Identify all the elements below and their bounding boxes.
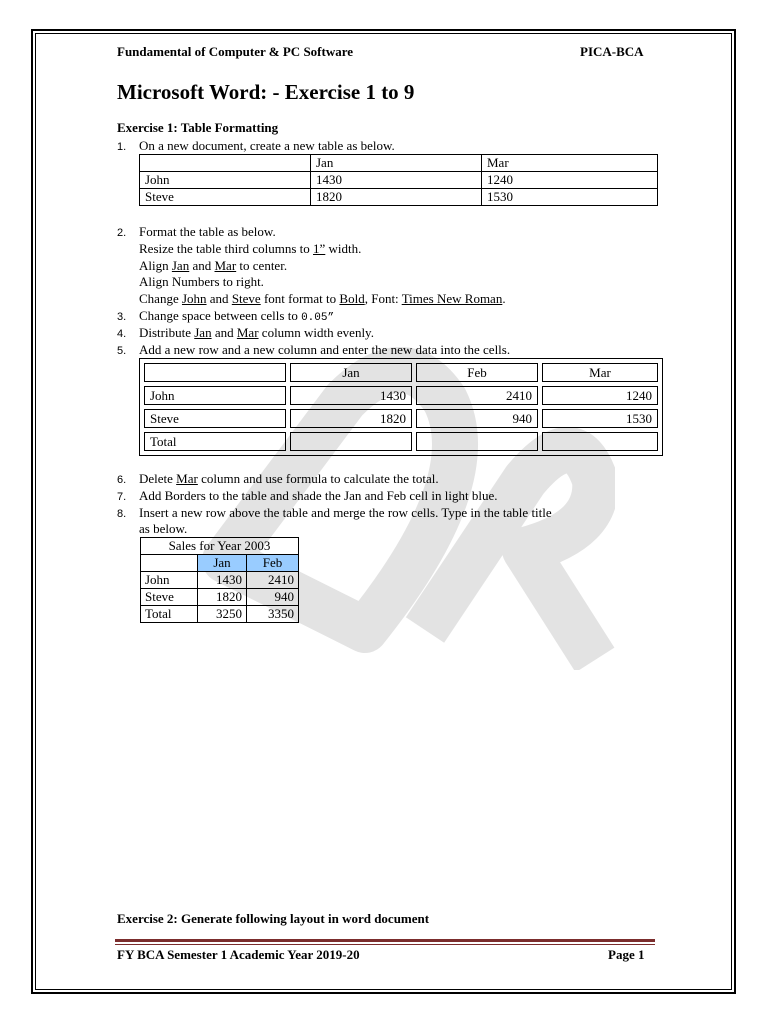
table-row <box>141 538 299 555</box>
text: Change <box>139 291 182 306</box>
underlined-text: Mar <box>236 325 259 340</box>
list-number: 6. <box>117 474 127 486</box>
list-item-6-text <box>139 471 439 487</box>
table-cell: 1530 <box>482 189 658 206</box>
list-item-3-number <box>117 308 126 325</box>
table-cell: 940 <box>416 409 538 428</box>
list-item-4-text <box>139 325 374 341</box>
list-number: 4. <box>117 328 127 340</box>
text: and <box>211 325 237 340</box>
text: and <box>206 291 232 306</box>
table-cell: 1430 <box>311 172 482 189</box>
table-cell: 1820 <box>311 189 482 206</box>
text: Delete <box>139 471 177 486</box>
header-right: PICA-BCA <box>580 44 644 59</box>
text: font format to <box>260 291 340 306</box>
list-item-1 <box>117 138 126 155</box>
underlined-text: Jan <box>171 258 190 273</box>
table-cell <box>144 363 286 382</box>
table-cell: Feb <box>247 555 299 572</box>
table-row <box>144 363 658 382</box>
text: and <box>189 258 215 273</box>
list-number: 3. <box>117 311 127 323</box>
table-cell <box>140 155 311 172</box>
table-row <box>141 606 299 623</box>
table-3 <box>140 537 299 623</box>
underlined-text: Bold <box>339 291 365 306</box>
table-cell: 1430 <box>198 572 247 589</box>
table-cell: Jan <box>311 155 482 172</box>
footer-rule-thin <box>115 944 655 945</box>
table-cell <box>416 432 538 451</box>
list-item-7-number <box>117 488 126 505</box>
list-item-2-number <box>117 224 126 241</box>
list-item-1-text: On a new document, create a new table as below. <box>139 138 395 153</box>
table-cell: 1530 <box>542 409 658 428</box>
underlined-text: Times New Roman <box>401 291 503 306</box>
text: Distribute <box>139 325 195 340</box>
table-cell: Jan <box>198 555 247 572</box>
table-row <box>140 189 658 206</box>
table-row <box>144 409 658 428</box>
table-1 <box>139 154 658 206</box>
text: column and use formula to calculate the total. <box>197 471 439 486</box>
table-cell: 2410 <box>416 386 538 405</box>
table-cell: 1240 <box>542 386 658 405</box>
list-item-2-text: Format the table as below. <box>139 224 276 239</box>
text: Change space between cells to <box>139 308 302 323</box>
table-cell: 1240 <box>482 172 658 189</box>
list-number: 5. <box>117 345 127 357</box>
footer-rule-thick <box>115 939 655 942</box>
table-cell: 1820 <box>198 589 247 606</box>
table-row <box>141 572 299 589</box>
list-item-5-text: Add a new row and a new column and enter the new data into the cells. <box>139 342 511 357</box>
underlined-text: Mar <box>214 258 237 273</box>
table-row <box>144 432 658 451</box>
exercise1-heading: Exercise 1: Table Formatting <box>117 120 279 135</box>
table-cell: 940 <box>247 589 299 606</box>
list-item-8-text: Insert a new row above the table and merge the row cells. Type in the table title <box>139 505 552 520</box>
underlined-text: Steve <box>231 291 261 306</box>
exercise2-heading: Exercise 2: Generate following layout in word document <box>117 911 430 926</box>
table-cell: Mar <box>482 155 658 172</box>
resize-instruction <box>139 241 361 257</box>
list-item-6-number <box>117 471 126 488</box>
table-cell: 3250 <box>198 606 247 623</box>
footer-page-number: Page 1 <box>608 947 645 962</box>
table-row <box>140 155 658 172</box>
underlined-text: John <box>181 291 207 306</box>
align-instruction <box>139 258 287 274</box>
list-item-8-text-cont: as below. <box>139 521 188 536</box>
underlined-text: Mar <box>176 471 198 486</box>
table-cell: 2410 <box>247 572 299 589</box>
list-number: 1. <box>117 141 127 153</box>
table-cell: Steve <box>141 589 198 606</box>
table-cell <box>542 432 658 451</box>
text: to center. <box>236 258 288 273</box>
table-cell: 1430 <box>290 386 412 405</box>
table-cell: Mar <box>542 363 658 382</box>
table-title-cell: Sales for Year 2003 <box>141 538 299 555</box>
text: . <box>502 291 506 306</box>
footer-left: FY BCA Semester 1 Academic Year 2019-20 <box>117 947 360 962</box>
table-row <box>141 555 299 572</box>
text: column width evenly. <box>258 325 374 340</box>
table-cell: 3350 <box>247 606 299 623</box>
table-cell: Steve <box>140 189 311 206</box>
underlined-text: Jan <box>194 325 212 340</box>
table-cell: John <box>141 572 198 589</box>
text: , Font: <box>364 291 402 306</box>
table-cell: Total <box>141 606 198 623</box>
table-row <box>141 589 299 606</box>
table-cell: John <box>144 386 286 405</box>
text: Align <box>139 258 172 273</box>
underlined-text: 1” <box>313 241 326 256</box>
table-row <box>144 386 658 405</box>
list-number: 8. <box>117 508 127 520</box>
table-2 <box>139 358 663 456</box>
list-item-5-number <box>117 342 126 359</box>
align-numbers-instruction: Align Numbers to right. <box>139 274 264 289</box>
list-item-3-text <box>139 308 334 326</box>
text: Resize the table third columns to <box>139 241 314 256</box>
list-number: 2. <box>117 227 127 239</box>
table-cell: Total <box>144 432 286 451</box>
change-font-instruction <box>139 291 506 307</box>
list-number: 7. <box>117 491 127 503</box>
page-title: Microsoft Word: - Exercise 1 to 9 <box>117 80 415 104</box>
table-cell: John <box>140 172 311 189</box>
table-row <box>140 172 658 189</box>
table-cell: Jan <box>290 363 412 382</box>
list-item-4-number <box>117 325 126 342</box>
table-cell <box>290 432 412 451</box>
table-cell: Steve <box>144 409 286 428</box>
list-item-7-text: Add Borders to the table and shade the Jan and Feb cell in light blue. <box>139 488 498 503</box>
header-left: Fundamental of Computer & PC Software <box>117 44 354 59</box>
text: 0.05” <box>301 312 335 324</box>
table-cell: Feb <box>416 363 538 382</box>
text: width. <box>325 241 362 256</box>
list-item-8-number <box>117 505 126 522</box>
table-cell: 1820 <box>290 409 412 428</box>
table-cell <box>141 555 198 572</box>
